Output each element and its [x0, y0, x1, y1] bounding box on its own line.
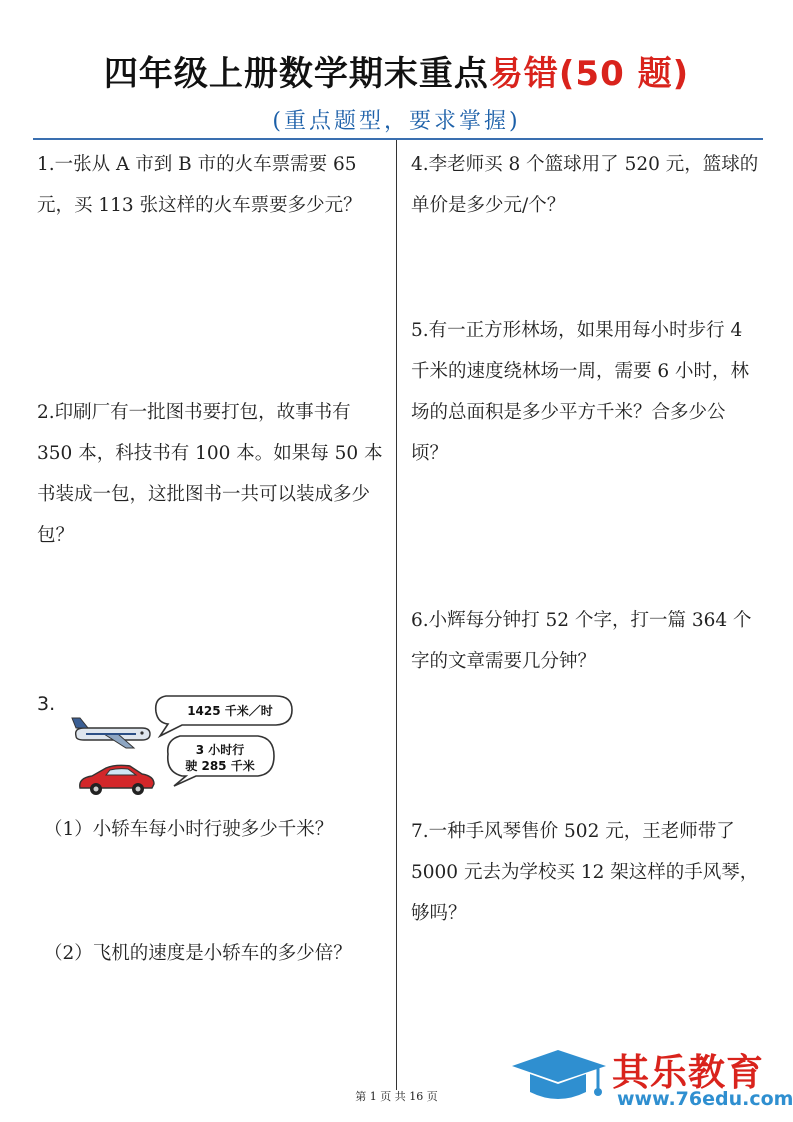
- question-3-part-1: （1）小轿车每小时行驶多少千米？: [44, 819, 334, 840]
- page-footer: 第 1 页 共 16 页: [355, 1090, 438, 1103]
- page-subtitle: (重点题型，要求掌握): [272, 109, 521, 134]
- bubble-plane-text: 1425 千米／时: [187, 704, 273, 718]
- car-icon: [80, 765, 154, 795]
- question-3-number: 3.: [37, 693, 56, 715]
- logo-url: www.76edu.com: [617, 1088, 793, 1110]
- page-title: [0, 46, 793, 95]
- question-2: 2.印刷厂有一批图书要打包，故事书有 350 本，科技书有 100 本。如果每 50 本书装成一包，这批图书一共可以装成多少包？: [37, 402, 383, 546]
- question-4: 4.李老师买 8 个篮球用了 520 元，篮球的单价是多少元/个？: [411, 154, 759, 216]
- title-main: 四年级上册数学期末重点: [103, 54, 489, 94]
- bubble-car-text-1: 3 小时行: [195, 743, 245, 757]
- logo-name: 其乐教育: [612, 1051, 764, 1094]
- question-3-illustration: [70, 688, 310, 800]
- bubble-car-text-2: 驶 285 千米: [185, 759, 255, 773]
- question-1: 1.一张从 A 市到 B 市的火车票需要 65 元，买 113 张这样的火车票要多少元？: [37, 154, 362, 216]
- question-6: 6.小辉每分钟打 52 个字，打一篇 364 个字的文章需要几分钟？: [411, 610, 752, 672]
- airplane-icon: [72, 718, 150, 748]
- question-3-part-2: （2）飞机的速度是小轿车的多少倍？: [44, 943, 352, 964]
- title-accent: 易错(50 题): [488, 54, 690, 94]
- header-rule: [33, 138, 763, 140]
- question-7: 7.一种手风琴售价 502 元，王老师带了 5000 元去为学校买 12 架这样的手风琴，够吗？: [411, 821, 759, 924]
- question-5: 5.有一正方形林场，如果用每小时步行 4 千米的速度绕林场一周，需要 6 小时，林场的总面积是多少平方千米？合多少公顷？: [411, 320, 750, 464]
- column-divider: [396, 140, 397, 1090]
